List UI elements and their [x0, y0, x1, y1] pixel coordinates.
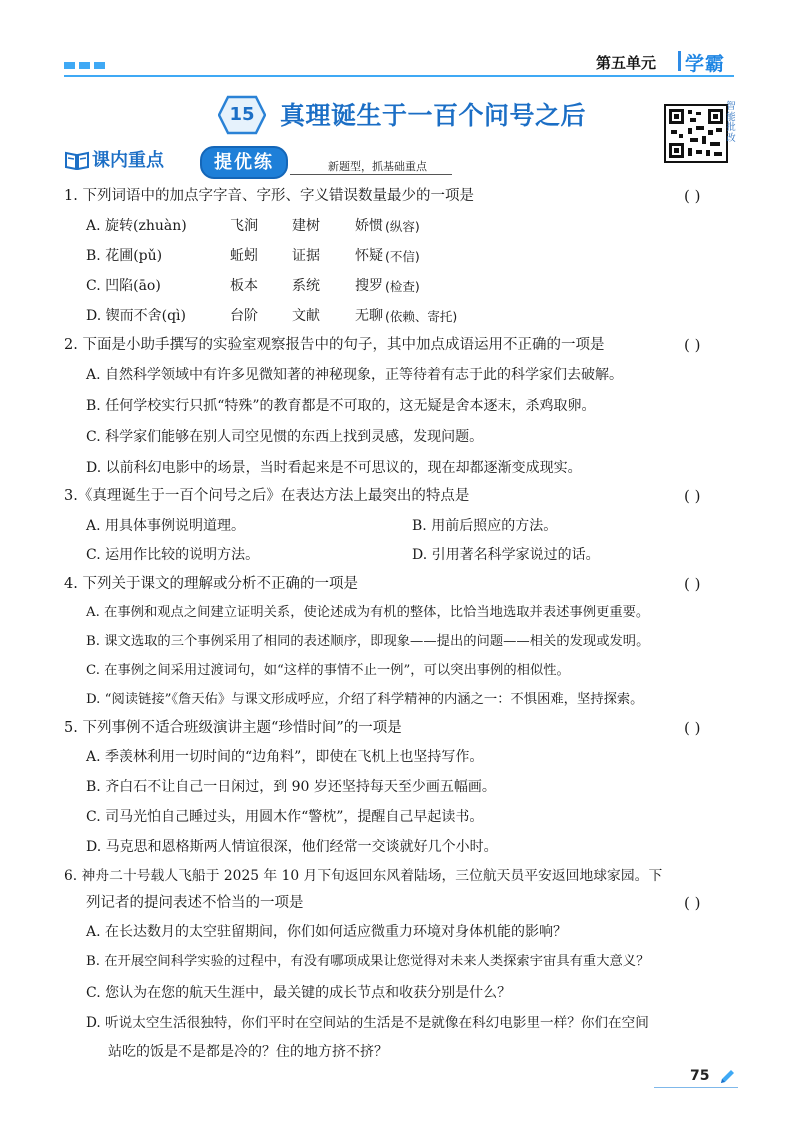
q5-stem: 5. 下列事例不适合班级演讲主题“珍惜时间”的一项是: [64, 720, 402, 736]
q1-d-word3: 文献: [292, 308, 320, 324]
section-underline: [290, 174, 452, 175]
q1-a-word4: 娇惯: [355, 218, 383, 234]
q1-c-note: (检查): [385, 279, 420, 294]
q6-option-b: B. 在开展空间科学实验的过程中，有没有哪项成果让您觉得对未来人类探索宇宙具有重大意义？: [86, 954, 650, 969]
q1-answer-bracket[interactable]: ( ): [684, 187, 701, 205]
q1-b-word1: B. 花圃(pǔ): [86, 248, 163, 264]
page-number: 75: [690, 1068, 710, 1084]
q6-answer-bracket[interactable]: ( ): [684, 894, 701, 912]
q1-a-word2: 飞涧: [230, 218, 258, 234]
q3-option-d: D. 引用著名科学家说过的话。: [412, 547, 600, 563]
q1-d-word1: D. 锲而不舍(qì): [86, 308, 186, 324]
q6-option-d-line2: 站吃的饭是不是都是冷的？住的地方挤不挤？: [108, 1044, 388, 1060]
lesson-number: 15: [229, 104, 255, 125]
q2-stem: 2. 下面是小助手撰写的实验室观察报告中的句子，其中加点成语运用不正确的一项是: [64, 337, 605, 353]
q1-a-word3: 建树: [292, 218, 320, 234]
q2-option-b: B. 任何学校实行只抓“特殊”的教育都是不可取的，这无疑是舍本逐末，杀鸡取卵。: [86, 398, 596, 414]
q1-d-word2: 台阶: [230, 308, 258, 324]
q5-answer-bracket[interactable]: ( ): [684, 719, 701, 737]
q6-option-a: A. 在长达数月的太空驻留期间，你们如何适应微重力环境对身体机能的影响？: [86, 924, 568, 940]
q3-stem: 3.《真理诞生于一百个问号之后》在表达方法上最突出的特点是: [64, 488, 470, 504]
brand-logo: 学霸: [685, 53, 726, 75]
q5-option-b: B. 齐白石不让自己一日闲过，到 90 岁还坚持每天至少画五幅画。: [86, 779, 496, 795]
q3-option-a: A. 用具体事例说明道理。: [86, 518, 246, 534]
q6-stem-line1: 6. 神舟二十号载人飞船于 2025 年 10 月下旬返回东风着陆场，三位航天员平安返回地球家园。下: [64, 868, 663, 884]
pencil-icon: [718, 1068, 736, 1086]
q1-a-note: (纵容): [385, 219, 420, 234]
unit-label: 第五单元: [596, 54, 657, 72]
section-subtitle: 新题型，抓基础重点: [328, 160, 427, 173]
section-badge: 提优练: [200, 146, 288, 179]
qr-caption: 智能批改: [726, 101, 736, 144]
q1-b-note: (不信): [385, 249, 420, 264]
q4-option-d: D. “阅读链接”《詹天佑》与课文形成呼应，介绍了科学精神的内涵之一：不惧困难，坚持探索。: [86, 692, 644, 707]
lesson-title: 真理诞生于一百个问号之后: [280, 101, 587, 130]
q6-stem-line2: 列记者的提问表述不恰当的一项是: [86, 895, 304, 911]
q1-c-word3: 系统: [292, 278, 320, 294]
qr-code-icon[interactable]: [664, 104, 728, 163]
q1-c-word2: 板本: [230, 278, 258, 294]
q4-option-a: A. 在事例和观点之间建立证明关系，使论述成为有机的整体，比恰当地选取并表述事例更重要。: [86, 605, 650, 620]
q1-b-word4: 怀疑: [355, 248, 383, 264]
q5-option-a: A. 季羡林利用一切时间的“边角料”，即使在飞机上也坚持写作。: [86, 749, 484, 765]
q1-a-word1: A. 旋转(zhuàn): [86, 218, 187, 234]
q1-c-word1: C. 凹陷(āo): [86, 278, 161, 294]
q1-c-word4: 搜罗: [355, 278, 383, 294]
q5-option-c: C. 司马光怕自己睡过头，用圆木作“警枕”，提醒自己早起读书。: [86, 809, 484, 825]
q4-answer-bracket[interactable]: ( ): [684, 575, 701, 593]
book-icon: [64, 150, 90, 170]
q6-option-d: D. 听说太空生活很独特，你们平时在空间站的生活是不是就像在科幻电影里一样？你们在空间: [86, 1015, 649, 1031]
q1-b-word3: 证据: [292, 248, 320, 264]
q1-stem: 1. 下列词语中的加点字字音、字形、字义错误数量最少的一项是: [64, 188, 474, 204]
q1-d-word4: 无聊: [355, 308, 383, 324]
q5-option-d: D. 马克思和恩格斯两人情谊很深，他们经常一交谈就好几个小时。: [86, 839, 498, 855]
q4-stem: 4. 下列关于课文的理解或分析不正确的一项是: [64, 576, 358, 592]
q4-option-b: B. 课文选取的三个事例采用了相同的表述顺序，即现象——提出的问题——相关的发现或发明。: [86, 634, 650, 649]
q3-answer-bracket[interactable]: ( ): [684, 487, 701, 505]
q2-answer-bracket[interactable]: ( ): [684, 336, 701, 354]
footer-rule: [654, 1087, 738, 1088]
header-decoration: [64, 62, 105, 69]
section-title: 课内重点: [92, 150, 164, 171]
q6-option-c: C. 您认为在您的航天生涯中，最关键的成长节点和收获分别是什么？: [86, 985, 512, 1001]
q3-option-b: B. 用前后照应的方法。: [412, 518, 558, 534]
q2-option-c: C. 科学家们能够在别人司空见惯的东西上找到灵感，发现问题。: [86, 429, 484, 445]
q4-option-c: C. 在事例之间采用过渡词句，如“这样的事情不止一例”，可以突出事例的相似性。: [86, 663, 570, 678]
brand-divider: [678, 51, 681, 71]
q1-b-word2: 蚯蚓: [230, 248, 258, 264]
q2-option-d: D. 以前科幻电影中的场景，当时看起来是不可思议的，现在却都逐渐变成现实。: [86, 460, 582, 476]
q1-d-note: (依赖、寄托): [385, 309, 458, 324]
header-rule: [64, 75, 734, 77]
q2-option-a: A. 自然科学领域中有许多见微知著的神秘现象，正等待着有志于此的科学家们去破解。: [86, 367, 624, 383]
q3-option-c: C. 运用作比较的说明方法。: [86, 547, 260, 563]
